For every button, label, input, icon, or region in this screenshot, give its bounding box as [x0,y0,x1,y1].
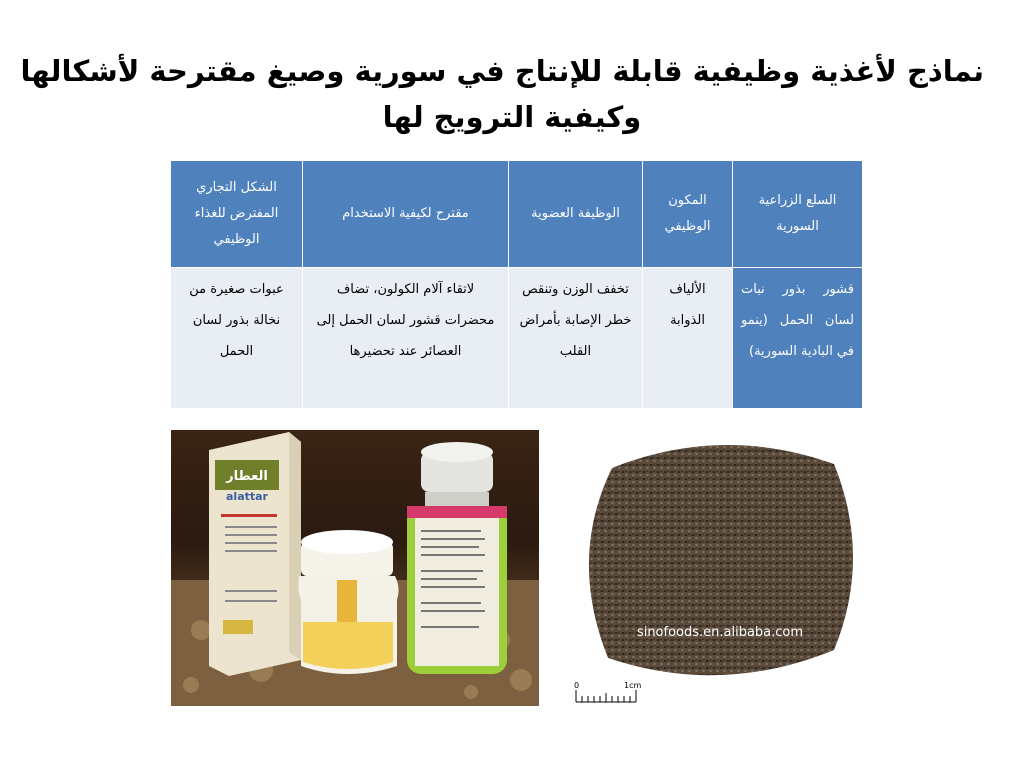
header-functional-component: المكون الوظيفي [643,161,733,268]
product-packages-image [171,430,539,706]
product-packages-photo [171,430,539,706]
title-line-1: نماذج لأغذية وظيفية قابلة للإنتاج في سورية وصيغ مقترحة لأشكالها [20,54,984,88]
header-agricultural-goods: السلع الزراعية السورية [733,161,863,268]
cell-functional-component: الألياف الذوابة [643,268,733,409]
psyllium-seeds-photo [572,428,862,706]
cell-commercial-form: عبوات صغيرة من نخالة بذور لسان الحمل [171,268,303,409]
table-row [171,268,863,409]
seeds-watermark: sinofoods.en.alibaba.com [636,625,804,640]
slide-title [20,48,984,140]
table-header-row [171,161,863,268]
box-brand-arabic: العطار [226,469,268,484]
scale-unit-label: 1cm [624,681,642,690]
title-line-2: وكيفية الترويج لها [382,100,642,134]
box-brand-latin: alattar [226,490,268,503]
header-commercial-form: الشكل التجاري المفترض للغذاء الوظيفي [171,161,303,268]
cell-usage-proposal: لاتقاء آلام الكولون، تضاف محضرات قشور لسان الحمل إلى العصائر عند تحضيرها [303,268,509,409]
cell-agricultural-good: قشور بذور نبات لسان الحمل (ينمو في البادية السورية) [733,268,863,409]
scale-zero-label: 0 [574,681,580,690]
cell-organic-function: تخفف الوزن وتنقص خطر الإصابة بأمراض القلب [509,268,643,409]
products-table [170,160,863,409]
header-organic-function: الوظيفة العضوية [509,161,643,268]
seeds-image [572,428,862,706]
header-usage-proposal: مقترح لكيفية الاستخدام [303,161,509,268]
